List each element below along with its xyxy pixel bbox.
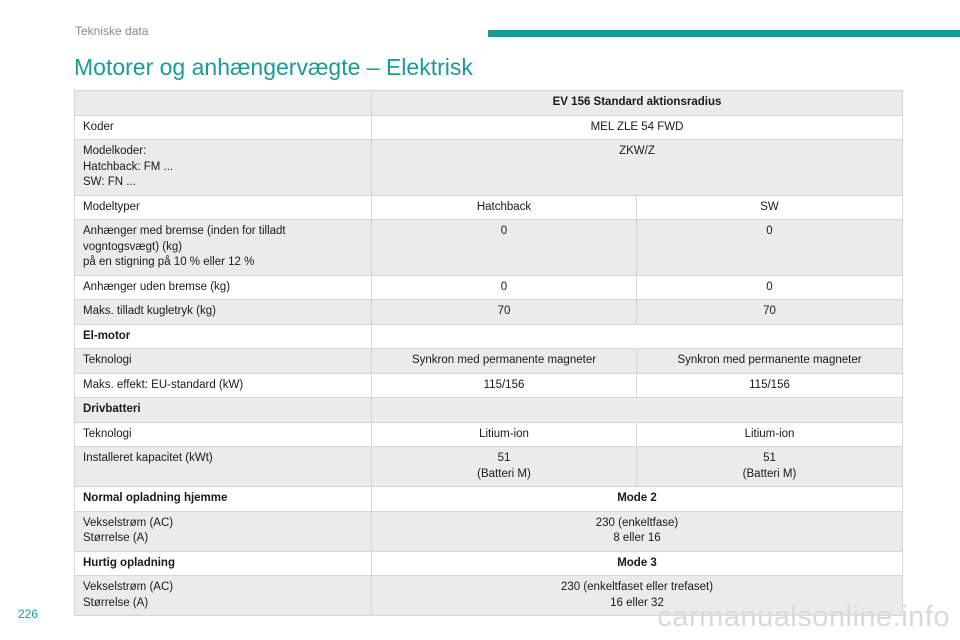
row-value-hatchback: Litium-ion xyxy=(372,422,637,447)
row-label: Modeltyper xyxy=(75,195,372,220)
row-value-sw: 115/156 xyxy=(637,373,903,398)
row-value-hatchback: 70 xyxy=(372,300,637,325)
table-cell xyxy=(372,324,903,349)
row-value-sw: 0 xyxy=(637,275,903,300)
row-value-hatchback: 0 xyxy=(372,220,637,276)
row-value-hatchback: 115/156 xyxy=(372,373,637,398)
table-cell xyxy=(372,398,903,423)
row-value: MEL ZLE 54 FWD xyxy=(372,115,903,140)
row-label: Anhænger uden bremse (kg) xyxy=(75,275,372,300)
row-label: Maks. effekt: EU-standard (kW) xyxy=(75,373,372,398)
page-title: Motorer og anhængervægte – Elektrisk xyxy=(74,54,473,80)
row-value-hatchback: Hatchback xyxy=(372,195,637,220)
section-row-label: Normal opladning hjemme xyxy=(75,487,372,512)
table-cell xyxy=(75,91,372,116)
header-accent-bar xyxy=(488,30,960,37)
table-row xyxy=(75,398,903,423)
row-label: Maks. tilladt kugletryk (kg) xyxy=(75,300,372,325)
table-row xyxy=(75,349,903,374)
row-value: Mode 2 xyxy=(372,487,903,512)
row-value-sw: 51 (Batteri M) xyxy=(637,447,903,487)
table-row xyxy=(75,511,903,551)
row-label: Teknologi xyxy=(75,349,372,374)
row-value-hatchback: 0 xyxy=(372,275,637,300)
table-row xyxy=(75,324,903,349)
row-label: Koder xyxy=(75,115,372,140)
row-value-hatchback: 51 (Batteri M) xyxy=(372,447,637,487)
page-number: 226 xyxy=(18,607,39,621)
table-row xyxy=(75,275,903,300)
table-row xyxy=(75,447,903,487)
table-header-cell: EV 156 Standard aktionsradius xyxy=(372,91,903,116)
table-row xyxy=(75,195,903,220)
row-label: Installeret kapacitet (kWt) xyxy=(75,447,372,487)
row-label: Anhænger med bremse (inden for tilladt vogntogsvægt) (kg) på en stigning på 10 % eller 12 % xyxy=(75,220,372,276)
row-value: ZKW/Z xyxy=(372,140,903,196)
row-value-sw: Synkron med permanente magneter xyxy=(637,349,903,374)
table-row xyxy=(75,422,903,447)
row-value: 230 (enkeltfase) 8 eller 16 xyxy=(372,511,903,551)
row-value-sw: 70 xyxy=(637,300,903,325)
table-row xyxy=(75,140,903,196)
table-row xyxy=(75,220,903,276)
row-label: Modelkoder: Hatchback: FM ... SW: FN ... xyxy=(75,140,372,196)
table-row xyxy=(75,115,903,140)
section-row-label: Drivbatteri xyxy=(75,398,372,423)
table-row xyxy=(75,373,903,398)
row-label: Vekselstrøm (AC) Størrelse (A) xyxy=(75,511,372,551)
table-row xyxy=(75,300,903,325)
row-value-sw: SW xyxy=(637,195,903,220)
section-row-label: El-motor xyxy=(75,324,372,349)
row-value-sw: 0 xyxy=(637,220,903,276)
row-value-hatchback: Synkron med permanente magneter xyxy=(372,349,637,374)
row-label: Vekselstrøm (AC) Størrelse (A) xyxy=(75,576,372,616)
watermark: carmanualsonline.info xyxy=(657,601,950,633)
table-row xyxy=(75,91,903,116)
row-value-sw: Litium-ion xyxy=(637,422,903,447)
row-value: Mode 3 xyxy=(372,551,903,576)
table-row xyxy=(75,551,903,576)
row-value: 230 (enkeltfaset eller trefaset) 16 eller 32 xyxy=(372,576,903,616)
section-row-label: Hurtig opladning xyxy=(75,551,372,576)
section-label: Tekniske data xyxy=(75,24,149,38)
spec-table xyxy=(74,90,903,616)
row-label: Teknologi xyxy=(75,422,372,447)
table-row xyxy=(75,487,903,512)
